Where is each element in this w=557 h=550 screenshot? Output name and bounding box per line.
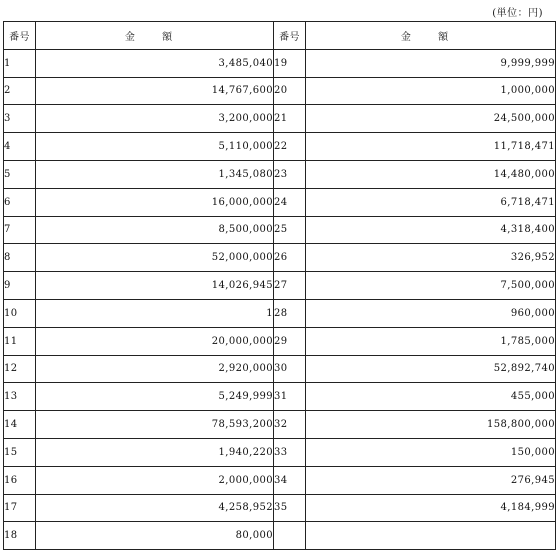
left-amount-cell: 2,920,000 [36, 355, 274, 383]
left-number-cell: 17 [4, 494, 36, 522]
table-row [4, 216, 556, 244]
right-amount-cell: 960,000 [306, 299, 556, 327]
left-number-cell: 14 [4, 411, 36, 439]
table-row [4, 411, 556, 439]
empty-cell [274, 522, 306, 550]
table-row [4, 355, 556, 383]
right-number-cell: 31 [274, 383, 306, 411]
table-row [4, 494, 556, 522]
right-number-cell: 34 [274, 466, 306, 494]
right-number-cell: 21 [274, 105, 306, 133]
right-amount-cell: 150,000 [306, 438, 556, 466]
left-amount-cell: 3,200,000 [36, 105, 274, 133]
left-amount-cell: 14,767,600 [36, 77, 274, 105]
left-amount-cell: 78,593,200 [36, 411, 274, 439]
left-number-cell: 3 [4, 105, 36, 133]
left-amount-cell: 4,258,952 [36, 494, 274, 522]
left-amount-cell: 1,345,080 [36, 160, 274, 188]
left-number-cell: 2 [4, 77, 36, 105]
table-row [4, 49, 556, 77]
right-amount-cell: 6,718,471 [306, 188, 556, 216]
table-row [4, 299, 556, 327]
table-header-row [4, 22, 556, 50]
right-amount-cell: 326,952 [306, 244, 556, 272]
left-number-cell: 15 [4, 438, 36, 466]
left-number-cell: 18 [4, 522, 36, 550]
left-amount-cell: 14,026,945 [36, 272, 274, 300]
left-amount-cell: 20,000,000 [36, 327, 274, 355]
right-amount-cell: 4,184,999 [306, 494, 556, 522]
left-number-cell: 16 [4, 466, 36, 494]
right-amount-cell: 455,000 [306, 383, 556, 411]
left-amount-cell: 3,485,040 [36, 49, 274, 77]
left-number-cell: 1 [4, 49, 36, 77]
table-row [4, 105, 556, 133]
table-row [4, 522, 556, 550]
right-amount-cell: 9,999,999 [306, 49, 556, 77]
table-row [4, 244, 556, 272]
left-amount-cell: 2,000,000 [36, 466, 274, 494]
left-number-cell: 4 [4, 133, 36, 161]
left-amount-cell: 5,249,999 [36, 383, 274, 411]
right-number-cell: 28 [274, 299, 306, 327]
left-number-cell: 8 [4, 244, 36, 272]
right-amount-cell: 52,892,740 [306, 355, 556, 383]
left-number-cell: 9 [4, 272, 36, 300]
right-number-cell: 29 [274, 327, 306, 355]
left-amount-cell: 5,110,000 [36, 133, 274, 161]
right-number-cell: 22 [274, 133, 306, 161]
table-row [4, 383, 556, 411]
right-amount-cell: 158,800,000 [306, 411, 556, 439]
right-number-cell: 35 [274, 494, 306, 522]
right-number-cell: 27 [274, 272, 306, 300]
table-row [4, 77, 556, 105]
left-amount-cell: 1 [36, 299, 274, 327]
header-amount-left [36, 22, 274, 50]
header-number-right: 番号 [274, 22, 306, 50]
left-number-cell: 5 [4, 160, 36, 188]
right-amount-cell: 7,500,000 [306, 272, 556, 300]
left-number-cell: 10 [4, 299, 36, 327]
right-number-cell: 26 [274, 244, 306, 272]
left-amount-cell: 8,500,000 [36, 216, 274, 244]
amount-table [3, 21, 556, 550]
right-amount-cell: 14,480,000 [306, 160, 556, 188]
left-amount-cell: 16,000,000 [36, 188, 274, 216]
header-amount-left-label: 金 額 [124, 31, 185, 43]
right-amount-cell: 11,718,471 [306, 133, 556, 161]
table-row [4, 133, 556, 161]
table-row [4, 272, 556, 300]
empty-cell [306, 522, 556, 550]
left-number-cell: 11 [4, 327, 36, 355]
right-amount-cell: 1,000,000 [306, 77, 556, 105]
table-body [4, 49, 556, 549]
right-number-cell: 32 [274, 411, 306, 439]
left-amount-cell: 52,000,000 [36, 244, 274, 272]
unit-note: (単位：円) [492, 8, 543, 19]
left-number-cell: 7 [4, 216, 36, 244]
right-number-cell: 30 [274, 355, 306, 383]
left-amount-cell: 80,000 [36, 522, 274, 550]
right-amount-cell: 4,318,400 [306, 216, 556, 244]
right-number-cell: 19 [274, 49, 306, 77]
table-row [4, 188, 556, 216]
left-amount-cell: 1,940,220 [36, 438, 274, 466]
right-amount-cell: 1,785,000 [306, 327, 556, 355]
left-number-cell: 12 [4, 355, 36, 383]
right-number-cell: 20 [274, 77, 306, 105]
right-number-cell: 25 [274, 216, 306, 244]
right-number-cell: 33 [274, 438, 306, 466]
table-row [4, 438, 556, 466]
left-number-cell: 6 [4, 188, 36, 216]
header-amount-right-label: 金 額 [400, 31, 461, 43]
table-row [4, 160, 556, 188]
header-number-left: 番号 [4, 22, 36, 50]
table-row [4, 327, 556, 355]
header-amount-right [306, 22, 556, 50]
right-number-cell: 23 [274, 160, 306, 188]
table-row [4, 466, 556, 494]
right-amount-cell: 24,500,000 [306, 105, 556, 133]
right-number-cell: 24 [274, 188, 306, 216]
left-number-cell: 13 [4, 383, 36, 411]
right-amount-cell: 276,945 [306, 466, 556, 494]
